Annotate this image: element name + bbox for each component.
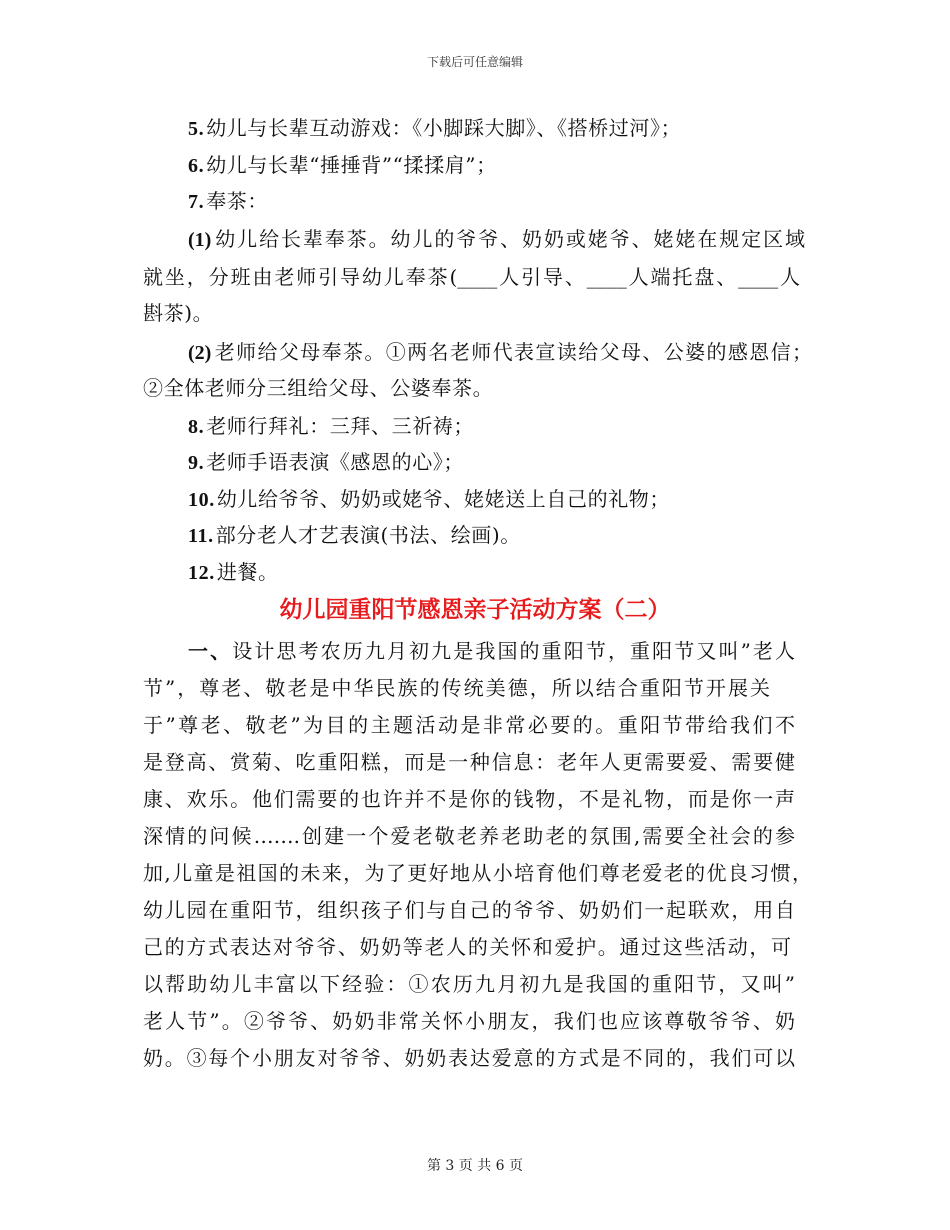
- step-number: 6.: [188, 155, 205, 177]
- step-text: 老师行拜礼：三拜、三祈祷；: [206, 414, 475, 438]
- step-line: [188, 559, 279, 585]
- step-number: 10.: [188, 489, 215, 511]
- step-text: 老师手语表演《感恩的心》；: [206, 450, 465, 474]
- step-line: [188, 188, 268, 214]
- paragraph-line: 老人节”。②爷爷、奶奶非常关怀小朋友，我们也应该尊敬爷爷、奶: [143, 1009, 795, 1033]
- paragraph-line: 深情的问候…….创建一个爱老敬老养老助老的氛围,需要全社会的参: [143, 824, 795, 848]
- step-number: 5.: [188, 118, 205, 140]
- page-number-footer: 第 3 页 共 6 页: [426, 1158, 524, 1174]
- step-line: [143, 300, 213, 326]
- step-line: [188, 413, 474, 439]
- step-number: 11.: [188, 525, 214, 547]
- step-number: 12.: [188, 562, 215, 584]
- paragraph-line: 康、欢乐。他们需要的也许并不是你的钱物，不是礼物，而是你一声: [143, 787, 795, 811]
- step-line: [188, 115, 681, 141]
- paragraph-line: 节”，尊老、敬老是中华民族的传统美德，所以结合重阳节开展关: [143, 676, 770, 700]
- paragraph-line: [188, 638, 795, 664]
- step-text: 幼儿给爷爷、奶奶或姥爷、姥姥送上自己的礼物；: [216, 487, 671, 511]
- step-line: [188, 522, 521, 548]
- paragraph-line: 于”尊老、敬老”为目的主题活动是非常必要的。重阳节带给我们不: [143, 713, 795, 737]
- step-text: 奉茶：: [206, 189, 269, 213]
- step-line: [188, 486, 670, 512]
- step-line: [143, 375, 493, 401]
- step-number: 8.: [188, 416, 205, 438]
- step-number: 7.: [188, 191, 205, 213]
- paragraph-line: 是登高、赏菊、吃重阳糕，而是一种信息：老年人更需要爱、需要健: [143, 750, 795, 774]
- step-line: [143, 264, 800, 290]
- step-line: [188, 449, 464, 475]
- step-text: 幼儿与长辈互动游戏：《小脚踩大脚》、《搭桥过河》；: [206, 116, 682, 140]
- step-line: [188, 226, 805, 252]
- paragraph-line: 幼儿园在重阳节，组织孩子们与自己的爷爷、奶奶们一起联欢，用自: [143, 898, 795, 922]
- step-number: 9.: [188, 452, 205, 474]
- step-text: 幼儿与长辈“捶捶背”“揉揉肩”；: [206, 153, 497, 177]
- step-text: 部分老人才艺表演(书法、绘画)。: [215, 523, 521, 547]
- step-text: 斟茶)。: [143, 301, 214, 325]
- step-text: 老师给父母奉茶。①两名老师代表宣读给父母、公婆的感恩信；: [213, 340, 812, 364]
- step-line: [188, 339, 812, 365]
- paragraph-line: 己的方式表达对爷爷、奶奶等老人的关怀和爱护。通过这些活动，可: [143, 935, 791, 959]
- section-title: 幼儿园重阳节感恩亲子活动方案（二）: [279, 596, 671, 623]
- step-text: 进餐。: [216, 560, 279, 584]
- step-line: [188, 152, 497, 178]
- page-header-note: 下载后可任意编辑: [426, 55, 523, 69]
- step-number: (1): [188, 229, 212, 251]
- step-text: ②全体老师分三组给父母、公婆奉茶。: [143, 376, 494, 400]
- paragraph-line: 以帮助幼儿丰富以下经验：①农历九月初九是我国的重阳节，又叫”: [143, 972, 795, 996]
- step-text: 就坐，分班由老师引导幼儿奉茶(____人引导、____人端托盘、____人: [143, 265, 800, 289]
- paragraph-line: 加,儿童是祖国的未来，为了更好地从小培育他们尊老爱老的优良习惯，: [143, 861, 812, 885]
- paragraph-lead: 一、: [188, 639, 233, 663]
- paragraph-line: 奶。③每个小朋友对爷爷、奶奶表达爱意的方式是不同的，我们可以: [143, 1046, 795, 1070]
- step-text: 幼儿给长辈奉茶。幼儿的爷爷、奶奶或姥爷、姥姥在规定区域: [213, 227, 805, 251]
- step-number: (2): [188, 342, 212, 364]
- paragraph-text: 设计思考农历九月初九是我国的重阳节，重阳节又叫”老人: [232, 639, 795, 663]
